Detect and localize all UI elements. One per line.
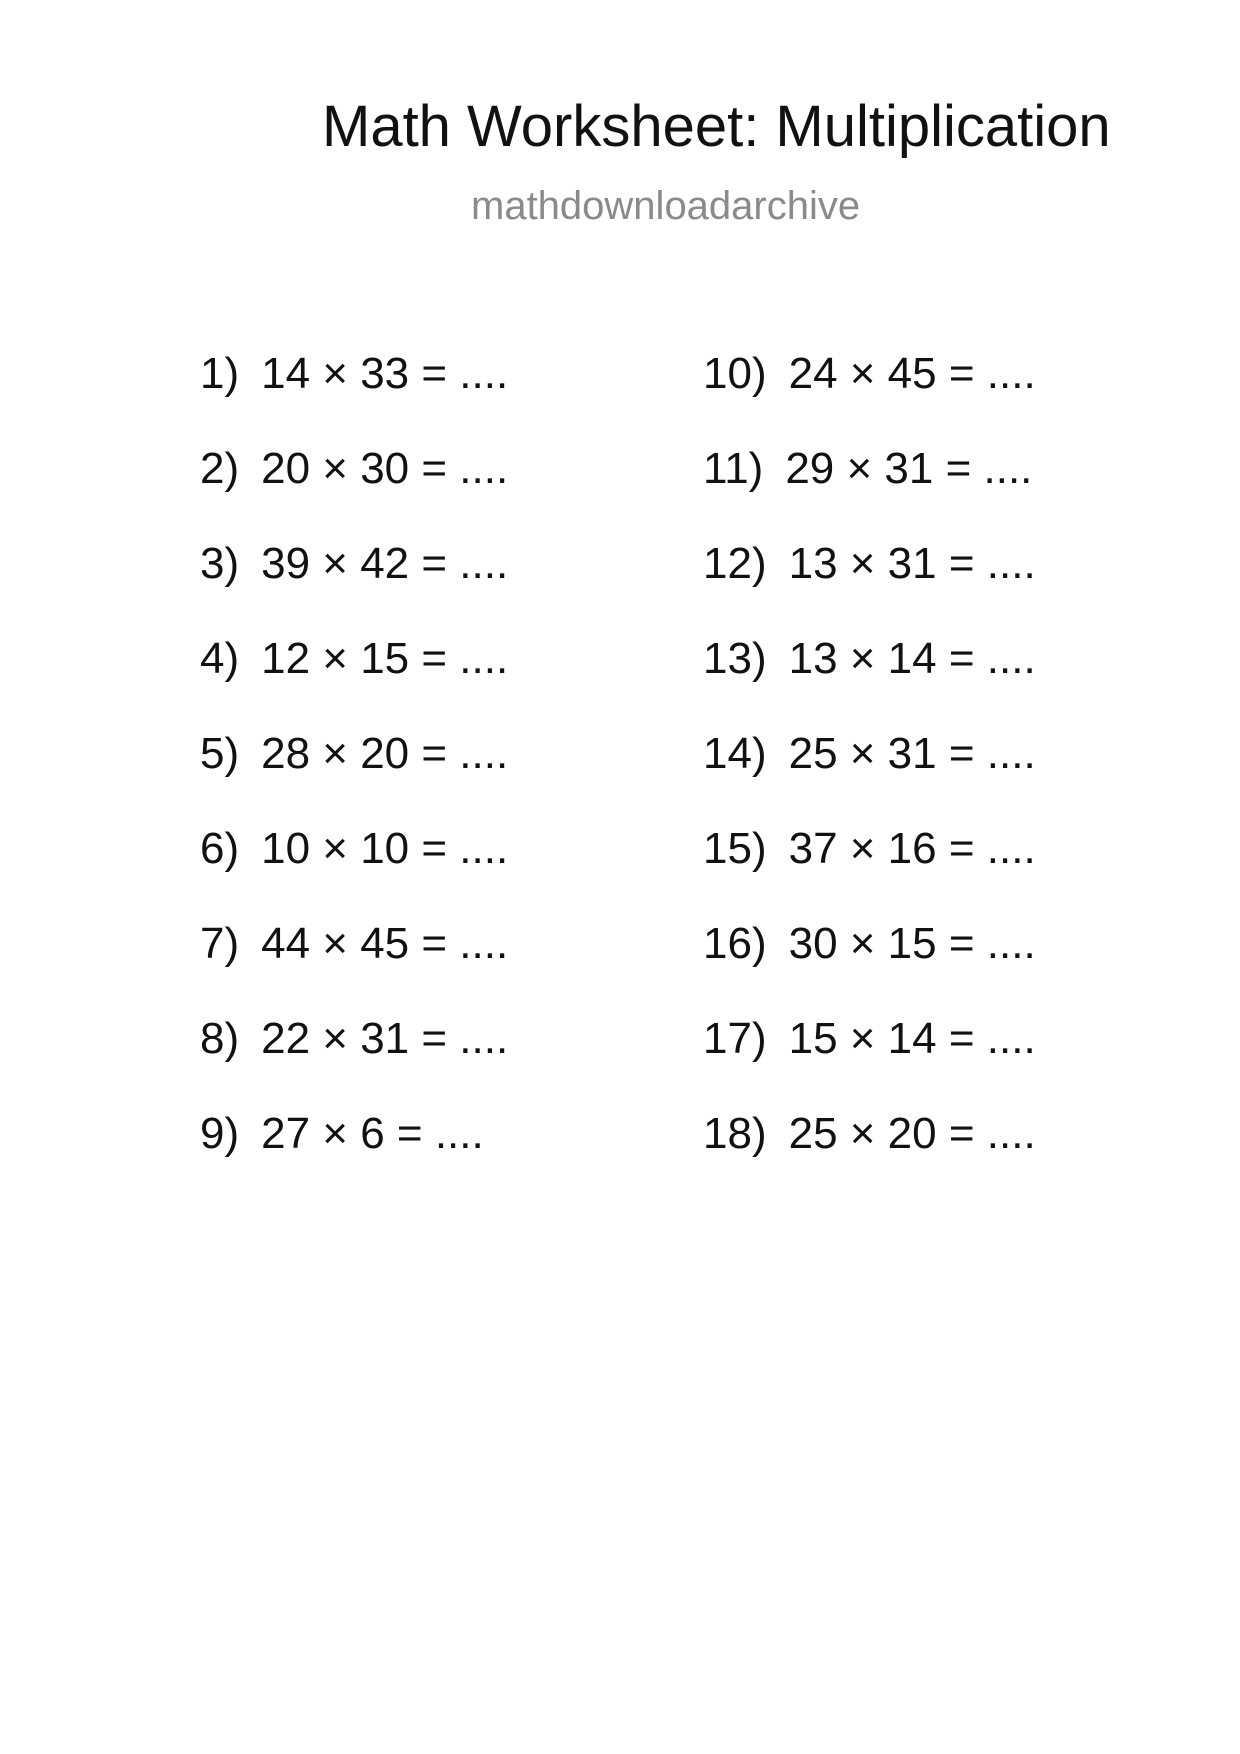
- problem-item: [703, 444, 1036, 542]
- page-title: Math Worksheet: Multiplication: [322, 94, 1111, 159]
- problem-item: [703, 919, 1036, 1017]
- problem-expression: 15 × 14 = ....: [788, 1014, 1036, 1063]
- problem-number: 6): [200, 824, 240, 873]
- problem-number: 4): [200, 634, 240, 683]
- problem-expression: 25 × 20 = ....: [788, 1109, 1036, 1158]
- problem-expression: 28 × 20 = ....: [261, 729, 509, 778]
- problem-item: [200, 919, 509, 1017]
- problem-expression: 22 × 31 = ....: [261, 1014, 509, 1063]
- problem-number: 10): [703, 349, 767, 398]
- problem-item: [703, 1014, 1036, 1112]
- problem-item: [200, 444, 509, 542]
- problem-expression: 39 × 42 = ....: [261, 539, 509, 588]
- problem-expression: 37 × 16 = ....: [788, 824, 1036, 873]
- problem-expression: 12 × 15 = ....: [261, 634, 509, 683]
- problem-number: 13): [703, 634, 767, 683]
- problem-item: [703, 1109, 1036, 1207]
- problem-expression: 30 × 15 = ....: [788, 919, 1036, 968]
- problem-number: 7): [200, 919, 240, 968]
- problem-item: [703, 539, 1036, 637]
- problem-number: 16): [703, 919, 767, 968]
- page-subtitle: mathdownloadarchive: [471, 184, 861, 228]
- problem-number: 1): [200, 349, 240, 398]
- problem-expression: 29 × 31 = ....: [785, 444, 1033, 493]
- problems-left-column: [200, 349, 509, 1207]
- problem-number: 2): [200, 444, 240, 493]
- problem-number: 11): [703, 444, 764, 493]
- problem-item: [703, 634, 1036, 732]
- problem-number: 15): [703, 824, 767, 873]
- problem-expression: 24 × 45 = ....: [788, 349, 1036, 398]
- problem-expression: 27 × 6 = ....: [261, 1109, 484, 1158]
- problem-expression: 20 × 30 = ....: [261, 444, 509, 493]
- problem-number: 5): [200, 729, 240, 778]
- problem-item: [703, 729, 1036, 827]
- problem-item: [200, 729, 509, 827]
- problem-expression: 13 × 14 = ....: [788, 634, 1036, 683]
- problem-number: 17): [703, 1014, 767, 1063]
- problem-item: [200, 1109, 508, 1207]
- problem-item: [200, 824, 509, 922]
- problem-number: 12): [703, 539, 767, 588]
- problem-number: 18): [703, 1109, 767, 1158]
- problem-number: 14): [703, 729, 767, 778]
- problem-expression: 13 × 31 = ....: [788, 539, 1036, 588]
- problem-item: [200, 634, 509, 732]
- problem-number: 9): [200, 1109, 240, 1158]
- problem-number: 3): [200, 539, 240, 588]
- problem-item: [703, 349, 1036, 447]
- problem-number: 8): [200, 1014, 240, 1063]
- problem-item: [200, 1014, 509, 1112]
- problem-item: [703, 824, 1036, 922]
- problems-right-column: [703, 349, 1036, 1207]
- problem-expression: 44 × 45 = ....: [261, 919, 509, 968]
- problem-item: [200, 349, 509, 447]
- problem-expression: 25 × 31 = ....: [788, 729, 1036, 778]
- problem-expression: 14 × 33 = ....: [261, 349, 509, 398]
- problem-item: [200, 539, 509, 637]
- problem-expression: 10 × 10 = ....: [261, 824, 509, 873]
